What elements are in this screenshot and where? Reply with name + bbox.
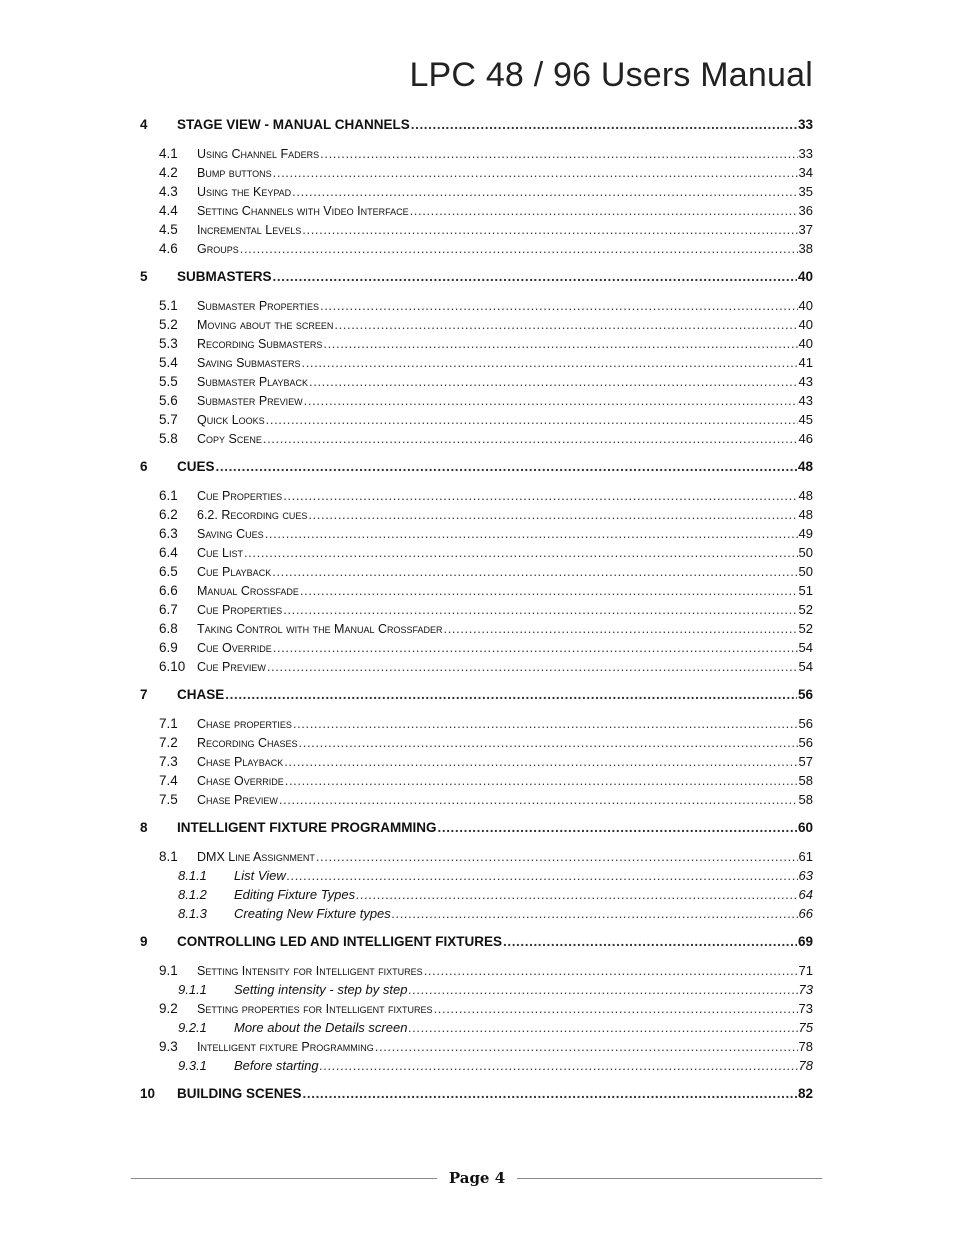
toc-entry-page: 56	[797, 687, 813, 702]
toc-entry[interactable]	[140, 963, 813, 981]
toc-entry-page: 48	[798, 507, 813, 522]
toc-dot-leader	[309, 374, 798, 389]
toc-entry-number: 5	[140, 269, 148, 284]
toc-entry[interactable]	[140, 687, 813, 705]
toc-entry[interactable]	[140, 146, 813, 164]
toc-entry-number: 9.1	[159, 963, 178, 978]
toc-entry[interactable]	[140, 412, 813, 430]
toc-dot-leader	[304, 393, 798, 408]
toc-entry-page: 46	[798, 431, 813, 446]
toc-entry-page: 73	[798, 982, 813, 997]
toc-entry-page: 75	[798, 1020, 813, 1035]
toc-entry[interactable]	[140, 934, 813, 952]
toc-entry-number: 5.2	[159, 317, 178, 332]
toc-entry-page: 51	[798, 583, 813, 598]
toc-entry[interactable]	[140, 269, 813, 287]
toc-entry-label: Saving Cues	[197, 527, 264, 541]
toc-entry-label: Bump buttons	[197, 166, 272, 180]
toc-entry-label: Manual Crossfade	[197, 584, 299, 598]
toc-entry-page: 78	[798, 1058, 813, 1073]
toc-entry-page: 37	[798, 222, 813, 237]
toc-dot-leader	[284, 754, 797, 769]
toc-entry-label: Recording Submasters	[197, 337, 323, 351]
toc-entry-page: 40	[798, 298, 813, 313]
toc-entry-label: Cue Properties	[197, 489, 283, 503]
toc-entry-number: 4.5	[159, 222, 178, 237]
toc-entry[interactable]	[140, 659, 813, 677]
toc-dot-leader	[302, 355, 798, 370]
toc-entry-page: 58	[798, 792, 813, 807]
toc-entry-number: 4.2	[159, 165, 178, 180]
toc-entry[interactable]	[140, 1086, 813, 1104]
page-number: Page 4	[448, 1169, 506, 1187]
toc-entry[interactable]	[140, 507, 813, 525]
toc-entry[interactable]	[140, 336, 813, 354]
toc-entry-number: 6	[140, 459, 148, 474]
toc-entry[interactable]	[140, 640, 813, 658]
toc-entry[interactable]	[140, 298, 813, 316]
toc-entry[interactable]	[140, 488, 813, 506]
toc-entry-label: Cue Playback	[197, 565, 272, 579]
toc-dot-leader	[316, 849, 798, 864]
toc-entry-number: 5.7	[159, 412, 178, 427]
toc-entry[interactable]	[140, 526, 813, 544]
toc-entry-label: Saving Submasters	[197, 356, 301, 370]
toc-dot-leader	[272, 564, 797, 579]
toc-entry-page: 73	[798, 1001, 813, 1016]
toc-entry-label: INTELLIGENT FIXTURE PROGRAMMING	[177, 820, 437, 835]
toc-entry-label: Chase properties	[197, 717, 292, 731]
toc-entry-number: 6.9	[159, 640, 178, 655]
toc-entry[interactable]	[140, 374, 813, 392]
toc-entry-page: 38	[798, 241, 813, 256]
toc-entry-number: 6.8	[159, 621, 178, 636]
toc-entry[interactable]	[140, 1001, 813, 1019]
toc-dot-leader	[392, 906, 798, 921]
toc-dot-leader	[438, 820, 797, 835]
toc-entry-number: 6.5	[159, 564, 178, 579]
toc-entry[interactable]	[140, 222, 813, 240]
toc-entry[interactable]	[140, 355, 813, 373]
toc-entry-page: 50	[798, 545, 813, 560]
toc-entry-page: 60	[797, 820, 813, 835]
toc-entry-page: 34	[798, 165, 813, 180]
toc-dot-leader	[302, 222, 797, 237]
toc-entry-number: 6.2	[159, 507, 178, 522]
toc-dot-leader	[356, 887, 797, 902]
toc-entry-number: 5.8	[159, 431, 178, 446]
toc-entry-label: 6.2. Recording cues	[197, 508, 308, 522]
toc-entry-number: 6.1	[159, 488, 178, 503]
toc-entry-label: DMX Line Assignment	[197, 850, 315, 864]
toc-entry-page: 57	[798, 754, 813, 769]
toc-entry-page: 33	[797, 117, 813, 132]
toc-entry-page: 36	[798, 203, 813, 218]
toc-dot-leader	[292, 184, 797, 199]
toc-dot-leader	[308, 507, 797, 522]
toc-dot-leader	[279, 792, 798, 807]
toc-entry-number: 5.5	[159, 374, 178, 389]
toc-entry[interactable]	[140, 792, 813, 810]
toc-entry[interactable]	[140, 184, 813, 202]
toc-entry-label: CHASE	[177, 687, 225, 702]
toc-entry[interactable]	[140, 906, 813, 924]
toc-entry-page: 58	[798, 773, 813, 788]
toc-entry-label: Setting Channels with Video Interface	[197, 204, 409, 218]
toc-entry-page: 35	[798, 184, 813, 199]
toc-entry-number: 8.1	[159, 849, 178, 864]
toc-entry-label: Cue Preview	[197, 660, 266, 674]
toc-dot-leader	[285, 773, 798, 788]
toc-entry-page: 64	[798, 887, 813, 902]
toc-dot-leader	[266, 412, 798, 427]
toc-entry[interactable]	[140, 754, 813, 772]
toc-entry-label: Creating New Fixture types	[234, 906, 391, 921]
toc-entry[interactable]	[140, 393, 813, 411]
toc-entry-number: 5.4	[159, 355, 178, 370]
toc-entry-number: 8	[140, 820, 148, 835]
toc-entry-number: 7	[140, 687, 148, 702]
toc-dot-leader	[334, 317, 797, 332]
toc-entry-page: 54	[798, 659, 813, 674]
toc-entry-label: Editing Fixture Types	[234, 887, 356, 902]
toc-entry-label: Quick Looks	[197, 413, 265, 427]
toc-entry-label: Recording Chases	[197, 736, 298, 750]
toc-entry-number: 7.4	[159, 773, 178, 788]
toc-entry-number: 9	[140, 934, 148, 949]
toc-dot-leader	[408, 1020, 797, 1035]
toc-dot-leader	[267, 659, 798, 674]
toc-dot-leader	[216, 459, 797, 474]
toc-entry[interactable]	[140, 431, 813, 449]
toc-entry[interactable]	[140, 317, 813, 335]
toc-entry-label: Setting Intensity for Intelligent fixtures	[197, 964, 423, 978]
toc-dot-leader	[320, 298, 798, 313]
toc-entry-number: 9.2	[159, 1001, 178, 1016]
toc-entry-number: 6.3	[159, 526, 178, 541]
toc-entry-label: Cue Properties	[197, 603, 283, 617]
toc-dot-leader	[283, 488, 797, 503]
toc-entry-page: 45	[798, 412, 813, 427]
toc-entry-number: 4.1	[159, 146, 178, 161]
toc-entry[interactable]	[140, 773, 813, 791]
toc-dot-leader	[444, 621, 798, 636]
toc-entry-label: Submaster Playback	[197, 375, 309, 389]
toc-dot-leader	[283, 602, 797, 617]
toc-entry[interactable]	[140, 621, 813, 639]
toc-dot-leader	[225, 687, 797, 702]
toc-dot-leader	[434, 1001, 798, 1016]
toc-dot-leader	[293, 716, 798, 731]
toc-entry-page: 82	[797, 1086, 813, 1101]
toc-dot-leader	[273, 269, 797, 284]
toc-entry-page: 66	[798, 906, 813, 921]
toc-entry[interactable]	[140, 982, 813, 1000]
toc-entry-label: Incremental Levels	[197, 223, 302, 237]
toc-entry-label: Submaster Properties	[197, 299, 319, 313]
toc-entry[interactable]	[140, 887, 813, 905]
toc-entry-label: STAGE VIEW - MANUAL CHANNELS	[177, 117, 410, 132]
toc-entry[interactable]	[140, 545, 813, 563]
toc-entry-number: 8.1.3	[178, 906, 207, 921]
toc-entry-label: Moving about the screen	[197, 318, 334, 332]
toc-entry-number: 5.3	[159, 336, 178, 351]
toc-entry-page: 63	[798, 868, 813, 883]
toc-entry-label: Taking Control with the Manual Crossfader	[197, 622, 443, 636]
toc-entry-number: 4	[140, 117, 148, 132]
toc-entry[interactable]	[140, 203, 813, 221]
toc-entry-page: 48	[797, 459, 813, 474]
toc-dot-leader	[273, 640, 798, 655]
toc-entry-number: 9.2.1	[178, 1020, 207, 1035]
toc-entry-label: Chase Preview	[197, 793, 278, 807]
toc-entry-number: 4.6	[159, 241, 178, 256]
toc-dot-leader	[375, 1039, 798, 1054]
toc-entry-label: List View	[234, 868, 286, 883]
toc-entry-page: 56	[798, 735, 813, 750]
toc-entry[interactable]	[140, 716, 813, 734]
toc-entry[interactable]	[140, 868, 813, 886]
toc-entry-label: CONTROLLING LED AND INTELLIGENT FIXTURES	[177, 934, 502, 949]
toc-entry-number: 6.4	[159, 545, 178, 560]
toc-entry[interactable]	[140, 1020, 813, 1038]
toc-entry-page: 54	[798, 640, 813, 655]
toc-entry[interactable]	[140, 1039, 813, 1057]
toc-entry[interactable]	[140, 459, 813, 477]
toc-entry-number: 7.2	[159, 735, 178, 750]
toc-entry-page: 52	[798, 602, 813, 617]
toc-dot-leader	[263, 431, 798, 446]
document-title: LPC 48 / 96 Users Manual	[409, 56, 813, 94]
toc-entry-label: Submaster Preview	[197, 394, 303, 408]
toc-entry-page: 61	[798, 849, 813, 864]
toc-entry[interactable]	[140, 117, 813, 135]
toc-entry-page: 69	[797, 934, 813, 949]
toc-entry-number: 9.3.1	[178, 1058, 207, 1073]
toc-entry-label: More about the Details screen	[234, 1020, 408, 1035]
toc-dot-leader	[303, 1086, 797, 1101]
toc-dot-leader	[287, 868, 798, 883]
toc-entry-page: 40	[797, 269, 813, 284]
toc-entry[interactable]	[140, 602, 813, 620]
toc-entry-number: 5.1	[159, 298, 178, 313]
toc-entry-page: 49	[798, 526, 813, 541]
toc-entry-label: Chase Override	[197, 774, 284, 788]
toc-entry-number: 7.5	[159, 792, 178, 807]
toc-entry-page: 56	[798, 716, 813, 731]
toc-entry-label: Cue Override	[197, 641, 272, 655]
toc-entry[interactable]	[140, 165, 813, 183]
toc-entry-label: Groups	[197, 242, 239, 256]
toc-entry-label: Intelligent fixture Programming	[197, 1040, 374, 1054]
toc-entry-page: 33	[798, 146, 813, 161]
toc-dot-leader	[411, 117, 797, 132]
toc-entry-page: 52	[798, 621, 813, 636]
toc-entry-label: SUBMASTERS	[177, 269, 272, 284]
toc-entry-page: 50	[798, 564, 813, 579]
toc-entry-number: 6.7	[159, 602, 178, 617]
toc-entry-number: 4.4	[159, 203, 178, 218]
toc-dot-leader	[323, 336, 797, 351]
toc-entry[interactable]	[140, 564, 813, 582]
toc-dot-leader	[503, 934, 797, 949]
toc-entry-label: Using the Keypad	[197, 185, 292, 199]
toc-entry[interactable]	[140, 849, 813, 867]
toc-entry-number: 8.1.1	[178, 868, 207, 883]
toc-entry-page: 78	[798, 1039, 813, 1054]
toc-dot-leader	[300, 583, 798, 598]
toc-entry-label: Cue List	[197, 546, 243, 560]
toc-dot-leader	[273, 165, 798, 180]
toc-entry-label: Chase Playback	[197, 755, 284, 769]
toc-entry-page: 40	[798, 336, 813, 351]
toc-entry-page: 43	[798, 393, 813, 408]
toc-entry-number: 6.6	[159, 583, 178, 598]
toc-dot-leader	[410, 203, 798, 218]
toc-entry[interactable]	[140, 241, 813, 259]
toc-dot-leader	[244, 545, 798, 560]
toc-entry-number: 10	[140, 1086, 156, 1101]
toc-entry-page: 48	[798, 488, 813, 503]
toc-dot-leader	[240, 241, 798, 256]
toc-entry-number: 8.1.2	[178, 887, 207, 902]
toc-entry-label: Setting intensity - step by step	[234, 982, 408, 997]
toc-entry[interactable]	[140, 820, 813, 838]
toc-entry-number: 9.3	[159, 1039, 178, 1054]
toc-entry[interactable]	[140, 735, 813, 753]
toc-dot-leader	[299, 735, 798, 750]
toc-entry-number: 7.1	[159, 716, 178, 731]
toc-entry-number: 5.6	[159, 393, 178, 408]
toc-entry-number: 4.3	[159, 184, 178, 199]
toc-entry-page: 71	[798, 963, 813, 978]
toc-entry[interactable]	[140, 583, 813, 601]
toc-entry-label: Copy Scene	[197, 432, 262, 446]
toc-dot-leader	[424, 963, 798, 978]
toc-entry-number: 7.3	[159, 754, 178, 769]
toc-entry-page: 41	[798, 355, 813, 370]
toc-dot-leader	[408, 982, 797, 997]
toc-entry-label: Setting properties for Intelligent fixtures	[197, 1002, 433, 1016]
toc-entry-label: Before starting	[234, 1058, 319, 1073]
toc-entry-label: CUES	[177, 459, 215, 474]
toc-entry[interactable]	[140, 1058, 813, 1076]
toc-entry-number: 6.10	[159, 659, 186, 674]
toc-entry-label: Using Channel Faders	[197, 147, 320, 161]
toc-entry-page: 40	[798, 317, 813, 332]
toc-entry-label: BUILDING SCENES	[177, 1086, 302, 1101]
toc-dot-leader	[320, 146, 797, 161]
toc-dot-leader	[265, 526, 798, 541]
toc-dot-leader	[320, 1058, 798, 1073]
toc-entry-number: 9.1.1	[178, 982, 207, 997]
toc-entry-page: 43	[798, 374, 813, 389]
